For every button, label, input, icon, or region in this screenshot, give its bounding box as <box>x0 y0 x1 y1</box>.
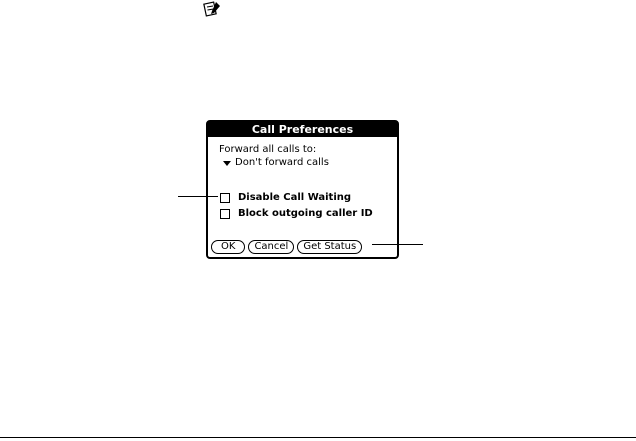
notepad-pencil-icon <box>203 0 223 18</box>
dialog-title: Call Preferences <box>208 122 397 137</box>
block-caller-id-label: Block outgoing caller ID <box>238 208 373 219</box>
checkbox-icon <box>220 209 230 219</box>
checkbox-icon <box>220 193 230 203</box>
forward-calls-dropdown[interactable] <box>223 157 329 169</box>
block-caller-id-checkbox[interactable] <box>220 208 373 220</box>
cancel-button[interactable]: Cancel <box>248 240 294 254</box>
dropdown-triangle-icon <box>223 161 231 166</box>
callout-line-right <box>372 244 423 245</box>
forward-calls-label: Forward all calls to: <box>219 144 317 155</box>
page-bottom-rule <box>0 437 636 438</box>
ok-button[interactable]: OK <box>211 240 245 254</box>
disable-call-waiting-checkbox[interactable] <box>220 192 351 204</box>
callout-line-left <box>178 196 218 197</box>
call-preferences-dialog <box>206 120 399 259</box>
forward-calls-value: Don't forward calls <box>235 157 329 168</box>
get-status-button[interactable]: Get Status <box>297 240 362 254</box>
dialog-button-row <box>211 240 362 254</box>
disable-call-waiting-label: Disable Call Waiting <box>238 192 352 203</box>
